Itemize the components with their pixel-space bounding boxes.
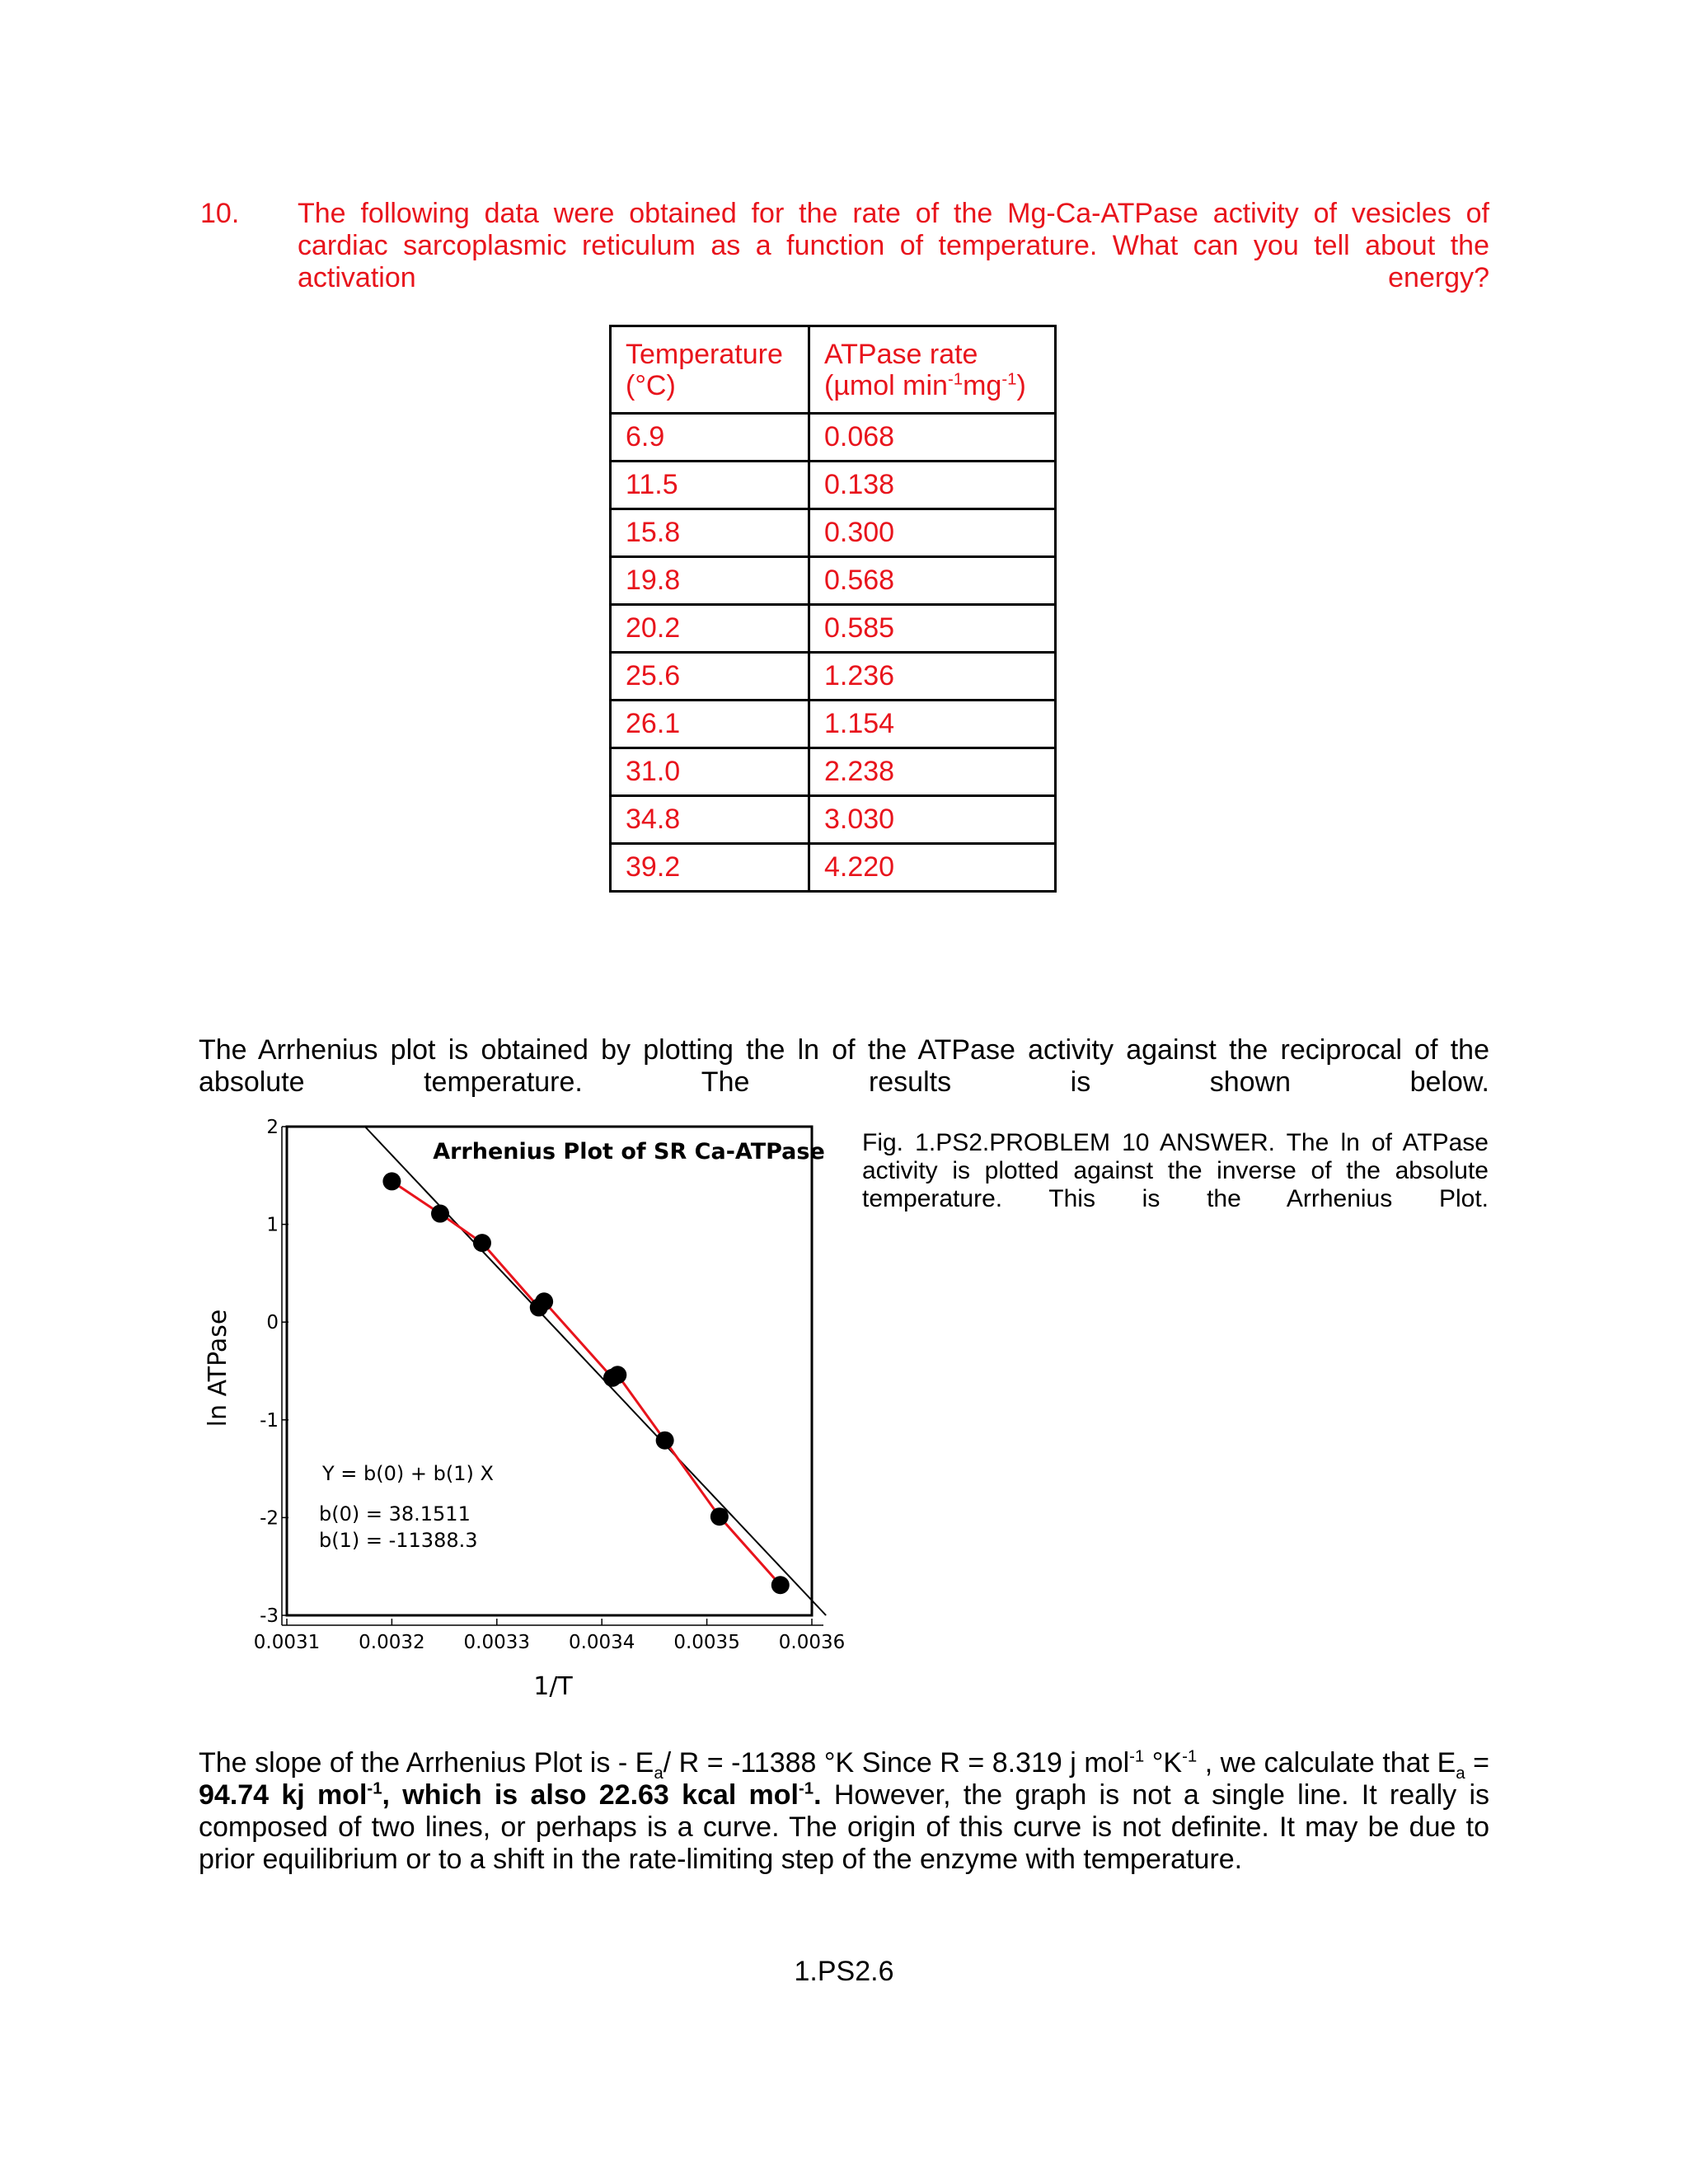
temp-cell: 15.8 — [611, 509, 809, 557]
table-row — [611, 605, 1056, 653]
table-row — [611, 414, 1056, 462]
axis-ticks — [254, 1117, 845, 1653]
temp-cell: 6.9 — [611, 414, 809, 462]
rate-cell: 0.068 — [809, 414, 1056, 462]
rate-cell: 0.568 — [809, 557, 1056, 605]
data-point — [771, 1576, 790, 1594]
temp-cell: 26.1 — [611, 701, 809, 748]
table-row — [611, 509, 1056, 557]
header-atpase-rate — [809, 326, 1056, 414]
data-point — [656, 1432, 674, 1450]
header-rate-unit: (µmol $\min^{-1}mg^{-1}$) — [824, 370, 1026, 401]
table-row — [611, 557, 1056, 605]
fit-equation-label: Y = b(0) + b(1) X — [322, 1462, 494, 1485]
temp-cell: 11.5 — [611, 462, 809, 509]
table-row — [611, 653, 1056, 701]
temp-cell: 34.8 — [611, 796, 809, 844]
x-tick-label: 0.0034 — [568, 1632, 635, 1653]
header-temperature-label: Temperature — [626, 339, 783, 370]
y-tick-label: -3 — [260, 1605, 279, 1627]
header-temperature-unit: (°C) — [626, 370, 676, 401]
arrhenius-plot — [198, 1104, 857, 1714]
fit-b0-label: b(0) = 38.1511 — [319, 1502, 471, 1526]
temp-cell: 31.0 — [611, 748, 809, 796]
header-temperature — [611, 326, 809, 414]
data-point — [608, 1366, 626, 1384]
data-point — [535, 1292, 553, 1310]
x-tick-label: 0.0036 — [778, 1632, 846, 1653]
y-tick-label: -1 — [260, 1409, 279, 1432]
y-axis-label: ln ATPase — [204, 1309, 232, 1427]
y-tick-label: 0 — [266, 1312, 279, 1334]
rate-cell: 1.154 — [809, 701, 1056, 748]
rate-cell: 4.220 — [809, 844, 1056, 892]
rate-cell: 0.138 — [809, 462, 1056, 509]
data-point — [382, 1172, 401, 1190]
table-row — [611, 748, 1056, 796]
table-row — [611, 796, 1056, 844]
temp-cell: 20.2 — [611, 605, 809, 653]
table-row — [611, 701, 1056, 748]
table-row — [611, 462, 1056, 509]
y-tick-label: -2 — [260, 1507, 279, 1530]
chart-title: Arrhenius Plot of SR Ca-ATPase — [433, 1139, 825, 1165]
data-table — [609, 325, 1057, 893]
question-number: 10. — [200, 198, 240, 229]
rate-cell: 2.238 — [809, 748, 1056, 796]
data-point — [431, 1205, 449, 1223]
data-point — [473, 1234, 491, 1252]
rate-cell: 1.236 — [809, 653, 1056, 701]
fit-b1-label: b(1) = -11388.3 — [319, 1529, 478, 1552]
rate-cell: 0.300 — [809, 509, 1056, 557]
table-row — [611, 844, 1056, 892]
temp-cell: 19.8 — [611, 557, 809, 605]
header-rate-label: ATPase rate — [824, 339, 978, 370]
data-point — [710, 1507, 729, 1526]
x-tick-label: 0.0031 — [253, 1632, 321, 1653]
rate-cell: 3.030 — [809, 796, 1056, 844]
y-tick-label: 2 — [266, 1117, 279, 1138]
x-tick-label: 0.0033 — [463, 1632, 531, 1653]
rate-cell: 0.585 — [809, 605, 1056, 653]
intro-paragraph: The Arrhenius plot is obtained by plotting the ln of the ATPase activity against the reciprocal of the absolute temperature. The results is shown below. — [199, 1034, 1489, 1098]
temp-cell: 39.2 — [611, 844, 809, 892]
conclusion-paragraph: The slope of the Arrhenius Plot is - $E_a/$ R = -11388 °K Since R = 8.319 j mol$^{-1}$ $^\circ K^{-1}$ , we calculate that $E_a = 94.74$ kj mol$^{-1}$, which is also 22.63 kcal mol$^{-1}$. However, the graph is not a single line. It really is composed of two lines, or perhaps is a curve. The origin of this curve is not definite. It may be due to prior equilibrium or to a shift in the rate-limiting step of the enzyme with temperature. — [199, 1747, 1489, 1875]
x-axis-label: 1/T — [533, 1672, 573, 1701]
question-text: The following data were obtained for the rate of the Mg-Ca-ATPase activity of vesicles of cardiac sarcoplasmic reticulum as a function of temperature. What can you tell about the activation energy? — [298, 198, 1489, 293]
page-number: 1.PS2.6 — [794, 1956, 894, 1987]
x-tick-label: 0.0035 — [673, 1632, 740, 1653]
figure-caption: Fig. 1.PS2.PROBLEM 10 ANSWER. The ln of ATPase activity is plotted against the inverse of the absolute temperature. This is the Arrhenius Plot. — [862, 1129, 1489, 1212]
temp-cell: 25.6 — [611, 653, 809, 701]
table-header-row — [611, 326, 1056, 414]
x-tick-label: 0.0032 — [359, 1632, 425, 1653]
y-tick-label: 1 — [266, 1214, 279, 1236]
